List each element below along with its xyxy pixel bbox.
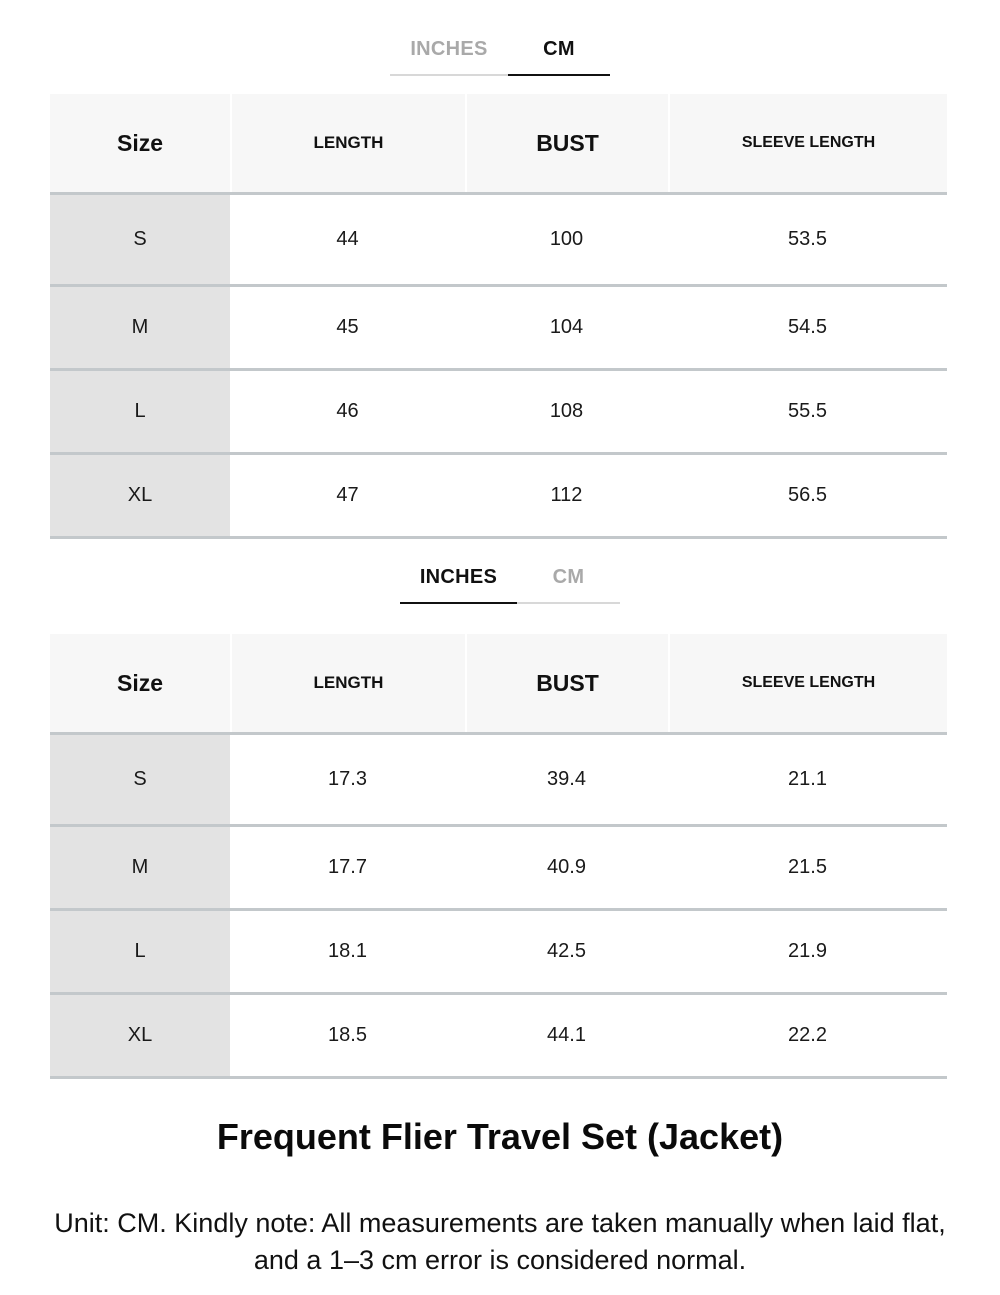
cell-sleeve-length: 21.9 [668, 911, 947, 992]
unit-toggle-bottom [400, 558, 620, 604]
header-sleeve-length: SLEEVE LENGTH [668, 94, 947, 192]
tab-cm[interactable] [517, 558, 620, 604]
table-row [50, 455, 947, 539]
cell-size: L [50, 371, 230, 452]
tab-inches[interactable] [400, 558, 517, 604]
header-bust: BUST [465, 634, 668, 732]
cell-length: 47 [230, 455, 465, 536]
cell-sleeve-length: 56.5 [668, 455, 947, 536]
cell-size: XL [50, 995, 230, 1076]
tab-cm[interactable] [508, 30, 610, 76]
cell-bust: 100 [465, 195, 668, 284]
header-size: Size [50, 634, 230, 732]
table-row [50, 827, 947, 911]
table-row [50, 195, 947, 287]
header-length: LENGTH [230, 634, 465, 732]
cell-length: 46 [230, 371, 465, 452]
cell-bust: 42.5 [465, 911, 668, 992]
cell-length: 18.1 [230, 911, 465, 992]
tab-underline [517, 602, 620, 604]
table-header-row [50, 634, 947, 735]
table-row [50, 995, 947, 1079]
cell-bust: 104 [465, 287, 668, 368]
cell-sleeve-length: 21.1 [668, 735, 947, 824]
cell-size: L [50, 911, 230, 992]
cell-bust: 40.9 [465, 827, 668, 908]
measurement-note: Unit: CM. Kindly note: All measurements are taken manually when laid flat, and a 1–3 cm error is considered normal. [54, 1208, 946, 1275]
tab-cm-label: CM [543, 38, 575, 60]
cell-sleeve-length: 21.5 [668, 827, 947, 908]
tab-cm-label: CM [552, 566, 585, 588]
tab-underline [390, 74, 508, 76]
cell-bust: 44.1 [465, 995, 668, 1076]
cell-sleeve-length: 53.5 [668, 195, 947, 284]
table-header-row [50, 94, 947, 195]
header-sleeve-length: SLEEVE LENGTH [668, 634, 947, 732]
cell-size: XL [50, 455, 230, 536]
cell-sleeve-length: 54.5 [668, 287, 947, 368]
cell-length: 45 [230, 287, 465, 368]
tab-inches[interactable] [390, 30, 508, 76]
tab-inches-label: INCHES [419, 566, 498, 588]
cell-bust: 39.4 [465, 735, 668, 824]
cell-length: 17.7 [230, 827, 465, 908]
cell-size: S [50, 735, 230, 824]
table-row [50, 371, 947, 455]
size-table-cm [50, 94, 947, 539]
product-title: Frequent Flier Travel Set (Jacket) [216, 1116, 784, 1157]
cell-length: 17.3 [230, 735, 465, 824]
cell-length: 18.5 [230, 995, 465, 1076]
cell-bust: 108 [465, 371, 668, 452]
table-row [50, 911, 947, 995]
tab-inches-label: INCHES [410, 38, 488, 60]
unit-toggle-top [390, 30, 610, 76]
cell-size: S [50, 195, 230, 284]
cell-size: M [50, 827, 230, 908]
cell-length: 44 [230, 195, 465, 284]
size-table-inches [50, 634, 947, 1079]
cell-sleeve-length: 22.2 [668, 995, 947, 1076]
cell-bust: 112 [465, 455, 668, 536]
table-row [50, 735, 947, 827]
header-size: Size [50, 94, 230, 192]
cell-sleeve-length: 55.5 [668, 371, 947, 452]
cell-size: M [50, 287, 230, 368]
table-row [50, 287, 947, 371]
tab-underline [400, 602, 517, 604]
header-length: LENGTH [230, 94, 465, 192]
header-bust: BUST [465, 94, 668, 192]
tab-underline [508, 74, 610, 76]
